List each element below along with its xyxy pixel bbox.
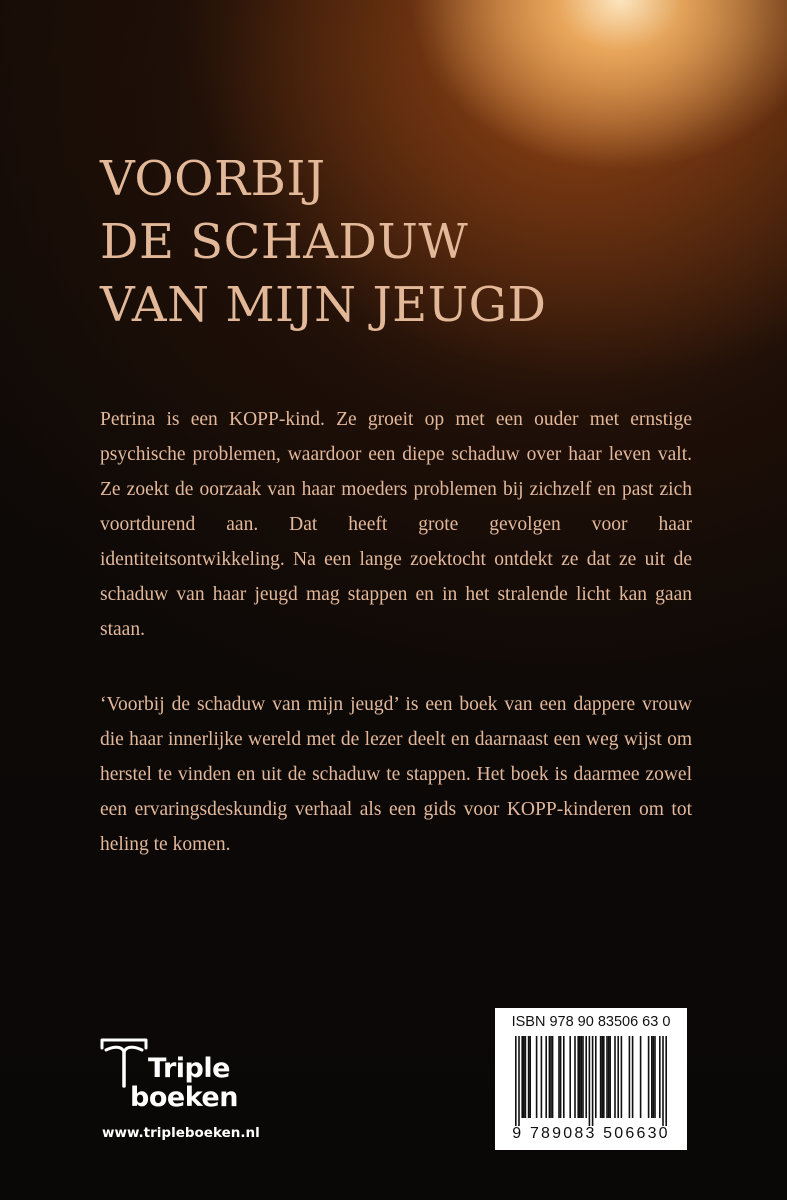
barcode-bar xyxy=(523,1036,525,1118)
barcode-bar xyxy=(606,1036,608,1118)
publisher-name-line-1: Triple xyxy=(148,1053,230,1084)
barcode-bar xyxy=(609,1036,611,1118)
barcode-bar xyxy=(515,1036,517,1126)
title-line-2: DE SCHADUW xyxy=(100,214,469,270)
barcode-bar xyxy=(654,1036,656,1118)
barcode-bar xyxy=(518,1036,520,1126)
title-line-1: VOORBIJ xyxy=(100,151,326,207)
publisher-url: www.tripleboeken.nl xyxy=(102,1125,260,1141)
barcode-bar xyxy=(600,1036,602,1118)
barcode-bar xyxy=(563,1036,565,1118)
barcode-bar xyxy=(592,1036,594,1126)
barcode-bar xyxy=(529,1036,531,1118)
title-line-3: VAN MIJN JEUGD xyxy=(100,277,547,333)
barcode-bar xyxy=(585,1036,587,1118)
barcode-bar xyxy=(653,1036,655,1118)
barcode-bar xyxy=(629,1036,631,1118)
barcode-bar xyxy=(601,1036,603,1118)
barcode-bar xyxy=(579,1036,581,1118)
blurb-paragraph-1: Petrina is een KOPP-kind. Ze groeit op met een ouder met ernstige psychische problemen, waardoor een diepe schaduw over haar leven valt. Ze zoekt de oorzaak van haar moeders problemen bij zichzelf en past zich voortdurend aan. Dat heeft grote gevolgen voor haar identiteitsontwikkeling. Na een lange zoektocht ontdekt ze dat ze uit de schaduw van haar jeugd mag stappen en in het stralende licht kan gaan staan. xyxy=(100,409,692,640)
barcode-bar xyxy=(521,1036,523,1118)
publisher-block xyxy=(100,1036,300,1146)
barcode-bar xyxy=(648,1036,650,1118)
barcode-bar xyxy=(528,1036,530,1118)
barcode-bar xyxy=(552,1036,554,1118)
barcode-bar xyxy=(536,1036,538,1118)
barcode-digits: 9 789083 506630 xyxy=(512,1125,670,1142)
isbn-barcode-box xyxy=(495,1008,687,1150)
publisher-name xyxy=(130,1053,238,1113)
barcode-bar xyxy=(582,1036,584,1118)
barcode-bar xyxy=(617,1036,619,1118)
isbn-label: ISBN 978 90 83506 63 0 xyxy=(511,1014,671,1030)
publisher-name-line-2: boeken xyxy=(130,1082,238,1113)
blurb-paragraph-2: ‘Voorbij de schaduw van mijn jeugd’ is een boek van een dappere vrouw die haar innerlijke wereld met de lezer deelt en daarnaast een weg wijst om herstel te vinden en uit de schaduw te stappen. Het boek is daarmee zowel een ervaringsdeskundig verhaal als een gids voor KOPP-kinderen om tot heling te komen. xyxy=(100,694,692,855)
barcode-bar xyxy=(608,1036,610,1118)
barcode-bar xyxy=(541,1036,543,1118)
barcode-bar xyxy=(651,1036,653,1118)
barcode-bar xyxy=(525,1036,527,1118)
barcode-icon xyxy=(503,1036,679,1126)
barcode-bar xyxy=(640,1036,642,1118)
barcode-bar xyxy=(569,1036,571,1118)
barcode-bar xyxy=(659,1036,661,1118)
barcode-bar xyxy=(595,1036,597,1118)
barcode-bar xyxy=(603,1036,605,1118)
barcode-bar xyxy=(665,1036,667,1126)
barcode-bar xyxy=(560,1036,562,1118)
barcode-bar xyxy=(632,1036,634,1118)
barcode-bar xyxy=(581,1036,583,1118)
barcode-bar xyxy=(589,1036,591,1126)
barcode-bar xyxy=(614,1036,616,1118)
barcode-bar xyxy=(550,1036,552,1118)
barcode-bar xyxy=(574,1036,576,1118)
barcode-bar xyxy=(662,1036,664,1126)
triple-t-logo-icon xyxy=(100,1036,152,1088)
barcode-bar xyxy=(558,1036,560,1118)
barcode-bar xyxy=(545,1036,547,1118)
barcode-bar xyxy=(577,1036,579,1118)
book-title xyxy=(100,148,547,337)
barcode-bar xyxy=(549,1036,551,1118)
barcode-bar xyxy=(621,1036,623,1118)
